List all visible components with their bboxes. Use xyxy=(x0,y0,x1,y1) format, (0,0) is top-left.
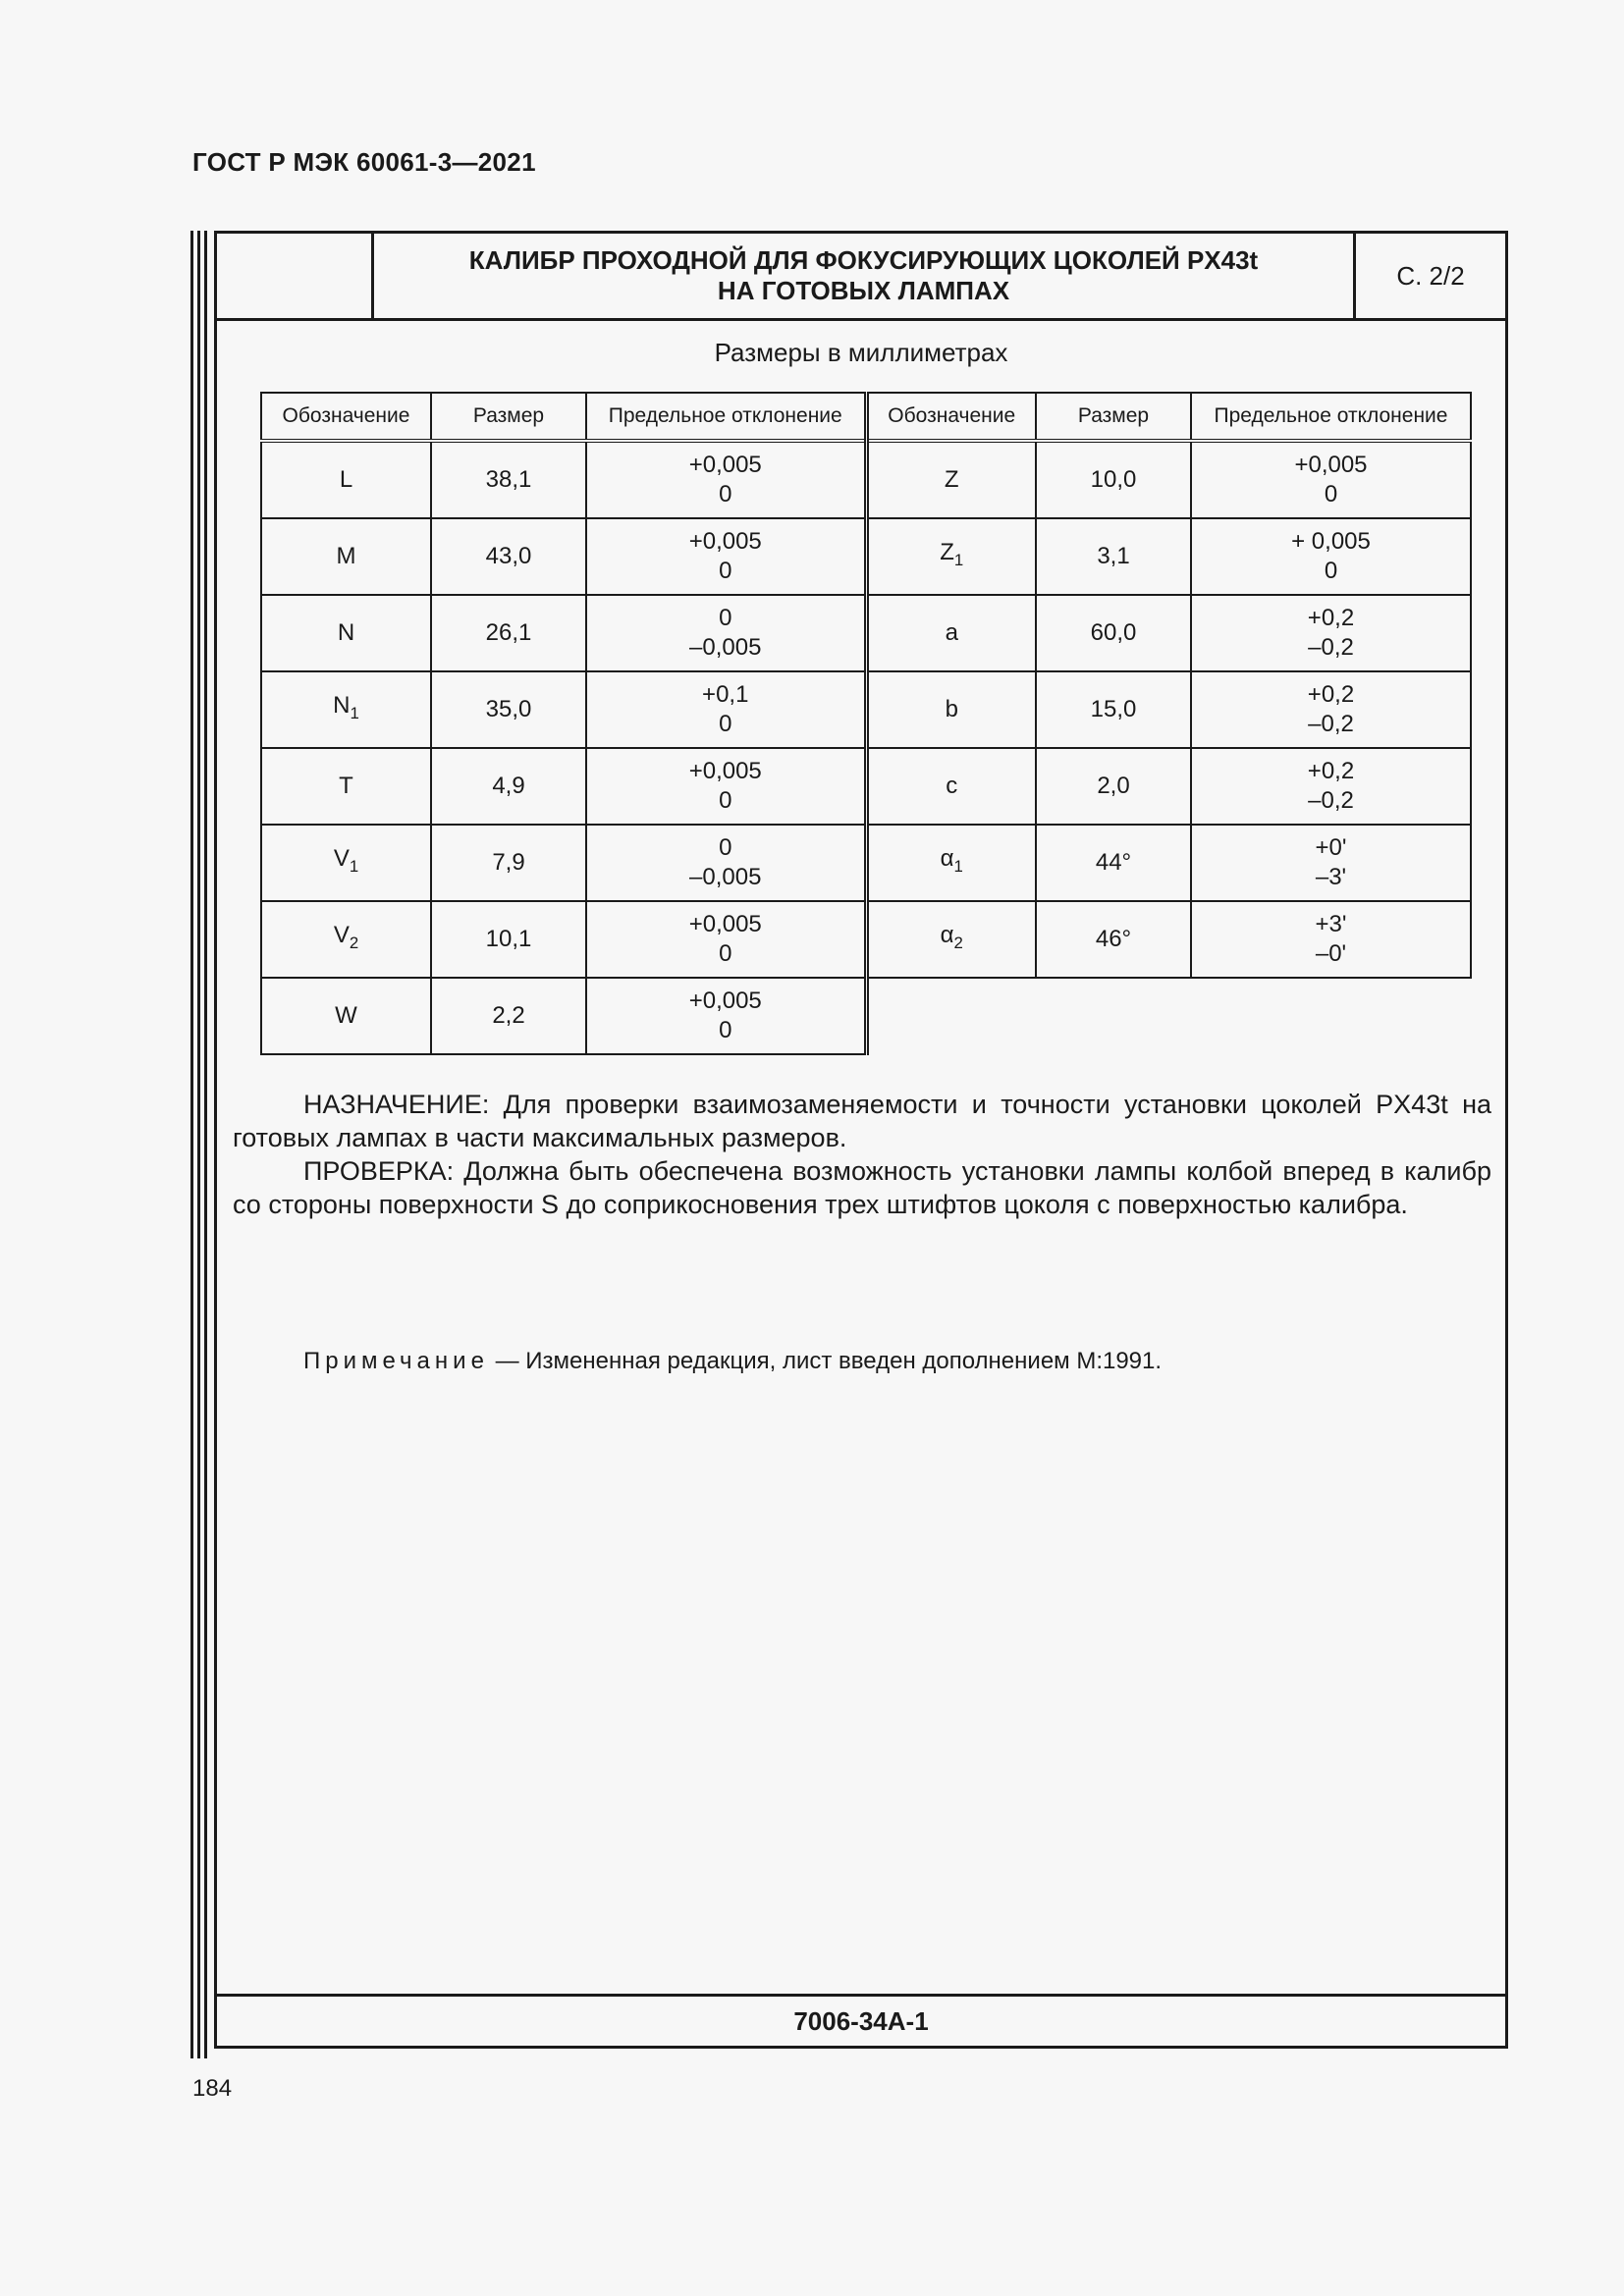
tolerance-lower: –0,2 xyxy=(1308,711,1354,737)
units-caption: Размеры в миллиметрах xyxy=(714,338,1008,367)
margin-line-middle xyxy=(197,231,200,2058)
purpose-paragraph: НАЗНАЧЕНИЕ: Для проверки взаимозаменяемости и точности установки цоколей PX43t на готовых лампах в части максимальных размеров. xyxy=(233,1090,1491,1152)
tolerance-upper: +0,005 xyxy=(688,988,762,1014)
table-row xyxy=(261,595,1471,671)
dimensions-table xyxy=(260,392,1472,1055)
designation-cell xyxy=(866,595,1036,671)
tolerance-upper: 0 xyxy=(719,834,732,861)
tolerance-lower: –0' xyxy=(1315,940,1347,967)
size-cell: 2,2 xyxy=(431,978,586,1054)
column-header: Предельное отклонение xyxy=(586,393,866,441)
designation-subscript: 2 xyxy=(953,933,963,952)
tolerance-lower: 0 xyxy=(719,711,732,737)
title-empty-cell xyxy=(217,234,374,318)
designation-symbol: Z xyxy=(944,466,959,493)
note-text: — Измененная редакция, лист введен дополнением М:1991. xyxy=(488,1348,1163,1374)
margin-line-inner xyxy=(204,231,207,2058)
tolerance-lower: 0 xyxy=(719,558,732,584)
size-cell: 10,0 xyxy=(1036,441,1191,518)
sheet-code: 7006-34А-1 xyxy=(217,1994,1505,2046)
tolerance-lower: –0,2 xyxy=(1308,787,1354,814)
tolerance-upper: +0,005 xyxy=(688,452,762,478)
size-cell: 44° xyxy=(1036,825,1191,901)
size-cell: 43,0 xyxy=(431,518,586,595)
size-cell: 7,9 xyxy=(431,825,586,901)
designation-subscript: 2 xyxy=(349,933,359,952)
tolerance-lower: –0,2 xyxy=(1308,634,1354,661)
tolerance-lower: –3' xyxy=(1315,864,1347,890)
tolerance-lower: 0 xyxy=(719,787,732,814)
title-block xyxy=(217,234,1505,321)
designation-symbol: N xyxy=(333,692,351,720)
tolerance-upper: +3' xyxy=(1315,911,1347,937)
designation-symbol: α xyxy=(940,922,954,949)
tolerance-upper: +0,005 xyxy=(1294,452,1368,478)
margin-line-outer xyxy=(190,231,193,2058)
size-cell: 4,9 xyxy=(431,748,586,825)
designation-cell xyxy=(261,518,431,595)
tolerance-upper: +0,005 xyxy=(688,911,762,937)
tolerance-cell xyxy=(1191,518,1471,595)
designation-subscript: 1 xyxy=(350,703,359,722)
tolerance-cell xyxy=(586,671,866,748)
size-cell: 3,1 xyxy=(1036,518,1191,595)
tolerance-cell xyxy=(1191,901,1471,978)
size-cell: 46° xyxy=(1036,901,1191,978)
designation-symbol: N xyxy=(337,619,355,646)
table-row xyxy=(261,441,1471,518)
tolerance-lower: 0 xyxy=(1324,558,1338,584)
tolerance-cell xyxy=(1191,748,1471,825)
tolerance-cell xyxy=(1191,595,1471,671)
sheet-title xyxy=(374,234,1356,318)
tolerance-cell xyxy=(1191,825,1471,901)
designation-symbol: V xyxy=(333,845,350,873)
designation-cell xyxy=(261,441,431,518)
tolerance-upper: + 0,005 xyxy=(1291,528,1371,555)
tolerance-upper: +0,005 xyxy=(688,528,762,555)
designation-cell xyxy=(261,825,431,901)
designation-cell xyxy=(866,748,1036,825)
table-row xyxy=(261,671,1471,748)
column-header: Предельное отклонение xyxy=(1191,393,1471,441)
sheet-title-line-2: НА ГОТОВЫХ ЛАМПАХ xyxy=(717,276,1010,305)
designation-symbol: α xyxy=(940,845,954,873)
table-header-row xyxy=(261,393,1471,441)
column-header: Обозначение xyxy=(866,393,1036,441)
tolerance-cell xyxy=(586,901,866,978)
column-header: Размер xyxy=(431,393,586,441)
tolerance-lower: 0 xyxy=(719,481,732,507)
designation-symbol: b xyxy=(945,696,958,722)
size-cell: 15,0 xyxy=(1036,671,1191,748)
drawing-sheet-frame xyxy=(214,231,1508,2049)
designation-symbol: L xyxy=(339,466,353,493)
size-cell: 35,0 xyxy=(431,671,586,748)
table-body xyxy=(261,441,1471,1054)
tolerance-lower: –0,005 xyxy=(689,634,762,661)
tolerance-cell xyxy=(586,978,866,1054)
tolerance-cell xyxy=(586,748,866,825)
tolerance-lower: 0 xyxy=(719,1017,732,1043)
table-row xyxy=(261,748,1471,825)
designation-cell xyxy=(261,978,431,1054)
column-header: Обозначение xyxy=(261,393,431,441)
designation-cell xyxy=(866,825,1036,901)
table-row xyxy=(261,901,1471,978)
tolerance-cell xyxy=(586,518,866,595)
standard-header: ГОСТ Р МЭК 60061-3—2021 xyxy=(192,147,536,177)
empty-cell xyxy=(1191,978,1471,1054)
designation-symbol: T xyxy=(339,773,353,799)
tolerance-upper: +0,2 xyxy=(1307,605,1355,631)
designation-symbol: Z xyxy=(940,539,954,566)
tolerance-upper: +0,005 xyxy=(688,758,762,784)
designation-subscript: 1 xyxy=(953,550,964,569)
designation-subscript: 1 xyxy=(953,856,963,876)
designation-cell xyxy=(866,901,1036,978)
designation-cell xyxy=(261,748,431,825)
designation-cell xyxy=(866,441,1036,518)
note xyxy=(303,1348,1162,1375)
tolerance-upper: +0' xyxy=(1315,834,1347,861)
tolerance-cell xyxy=(586,441,866,518)
designation-symbol: W xyxy=(335,1002,357,1029)
tolerance-cell xyxy=(1191,441,1471,518)
note-label: Примечание xyxy=(303,1348,489,1374)
tolerance-upper: +0,2 xyxy=(1307,681,1355,708)
tolerance-cell xyxy=(1191,671,1471,748)
sheet-number: С. 2/2 xyxy=(1396,260,1465,291)
size-cell: 26,1 xyxy=(431,595,586,671)
empty-cell xyxy=(1036,978,1191,1054)
designation-subscript: 1 xyxy=(349,856,359,876)
tolerance-lower: 0 xyxy=(1324,481,1338,507)
tolerance-upper: +0,1 xyxy=(702,681,749,708)
designation-cell xyxy=(261,901,431,978)
check-paragraph: ПРОВЕРКА: Должна быть обеспечена возможность установки лампы колбой вперед в калибр со стороны поверхности S до соприкосновения трех штифтов цоколя с поверхностью калибра. xyxy=(233,1156,1491,1219)
designation-cell xyxy=(866,518,1036,595)
tolerance-cell xyxy=(586,595,866,671)
sheet-title-line-1: КАЛИБР ПРОХОДНОЙ ДЛЯ ФОКУСИРУЮЩИХ ЦОКОЛЕЙ PX43t xyxy=(468,245,1259,275)
designation-cell xyxy=(261,671,431,748)
designation-cell xyxy=(261,595,431,671)
size-cell: 2,0 xyxy=(1036,748,1191,825)
tolerance-cell xyxy=(586,825,866,901)
tolerance-lower: –0,005 xyxy=(689,864,762,890)
size-cell: 60,0 xyxy=(1036,595,1191,671)
size-cell: 10,1 xyxy=(431,901,586,978)
tolerance-lower: 0 xyxy=(719,940,732,967)
tolerance-upper: +0,2 xyxy=(1307,758,1355,784)
table-row xyxy=(261,825,1471,901)
designation-symbol: a xyxy=(945,619,958,646)
body-text xyxy=(233,1088,1491,1221)
size-cell: 38,1 xyxy=(431,441,586,518)
empty-cell xyxy=(866,978,1036,1054)
column-header: Размер xyxy=(1036,393,1191,441)
designation-cell xyxy=(866,671,1036,748)
table-row xyxy=(261,518,1471,595)
designation-symbol: c xyxy=(946,773,958,799)
page-number: 184 xyxy=(192,2075,233,2102)
tolerance-upper: 0 xyxy=(719,605,732,631)
table-row xyxy=(261,978,1471,1054)
designation-symbol: M xyxy=(336,543,356,569)
designation-symbol: V xyxy=(333,922,350,949)
